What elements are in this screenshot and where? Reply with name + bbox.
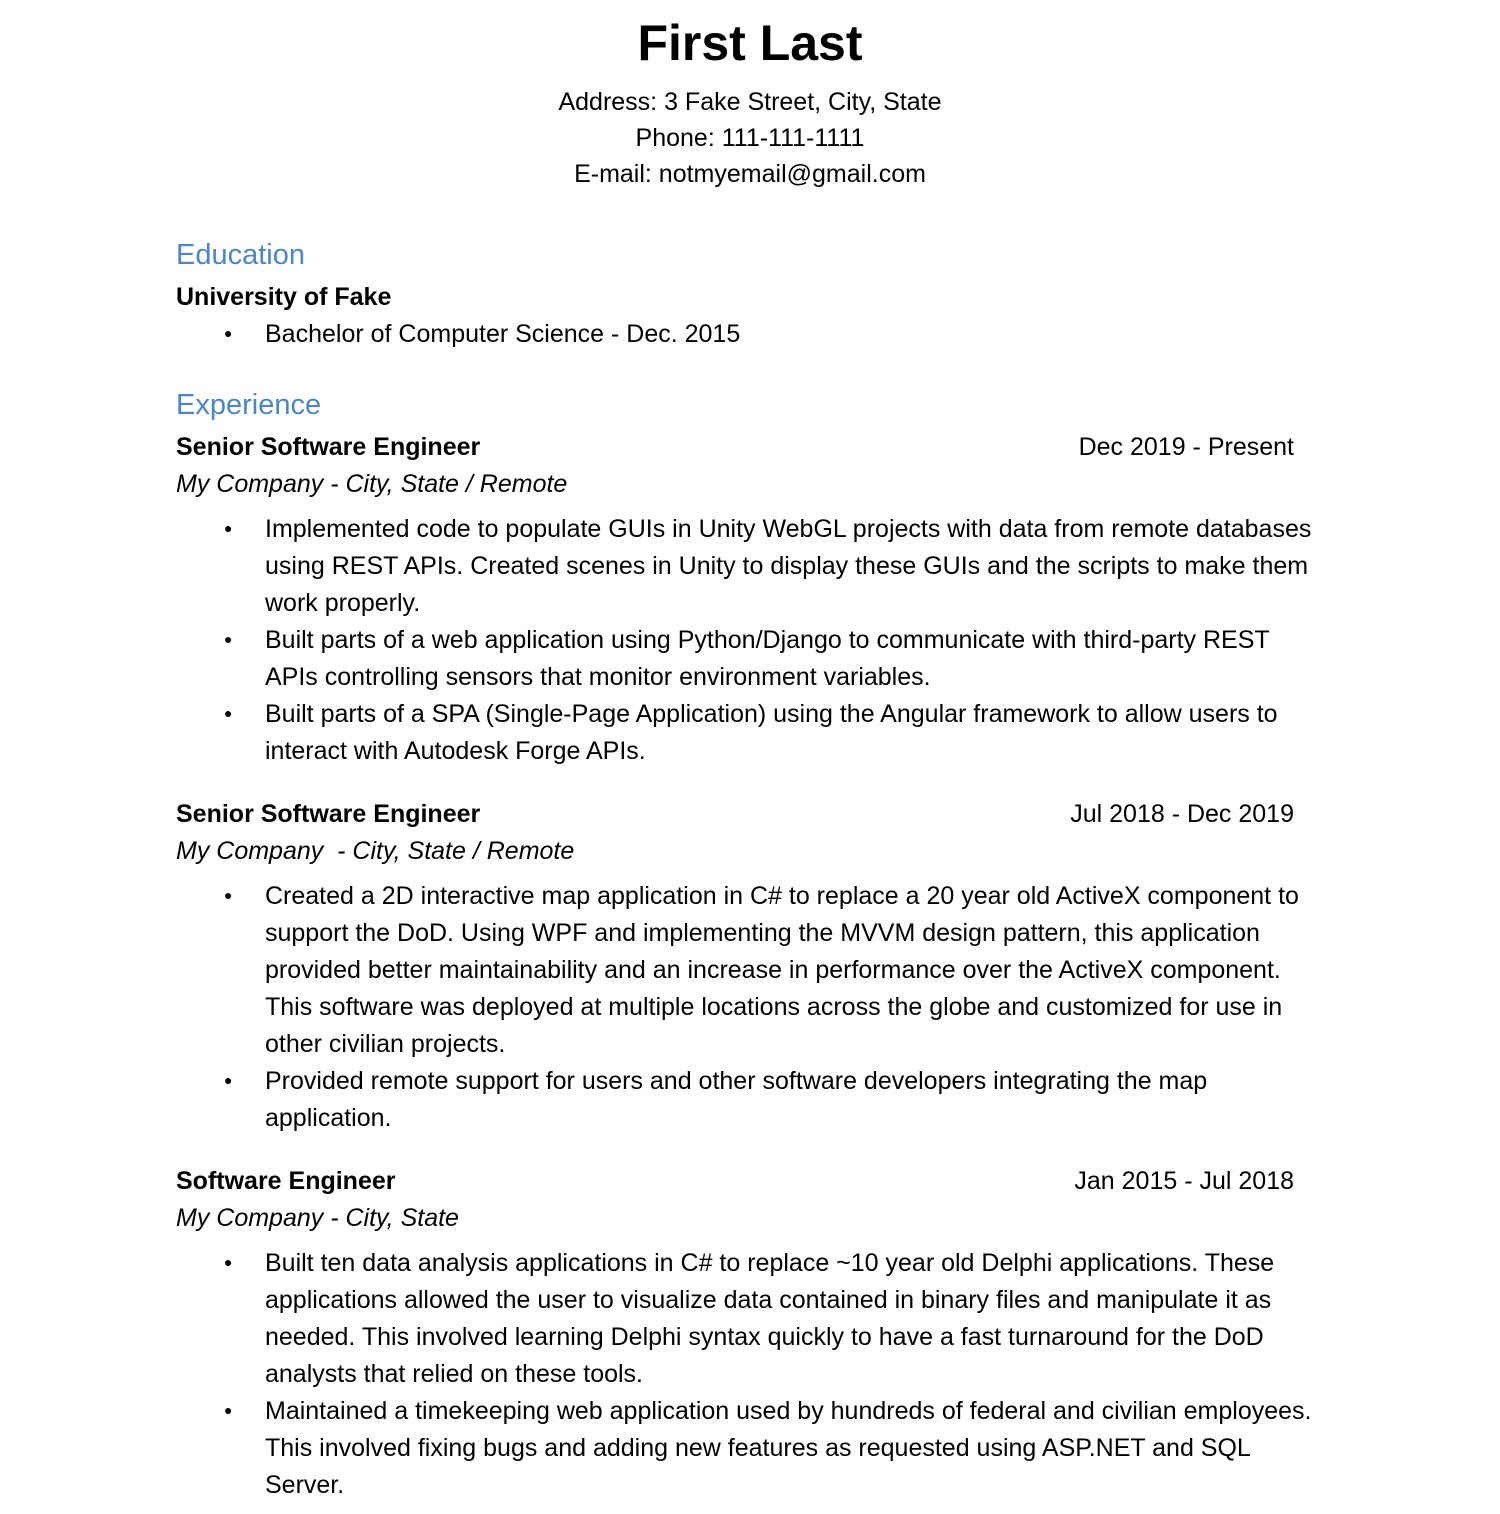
resume-name: First Last [637,15,863,71]
job-bullet-list [176,1245,1324,1504]
contact-address: Address: 3 Fake Street, City, State [558,88,942,116]
contact-phone: Phone: 111-111-1111 [635,124,865,152]
job-bullet-list [176,878,1324,1137]
job-bullet: ● Created a 2D interactive map application in C# to replace a 20 year old ActiveX component to support the DoD. Using WPF and implementing the MVVM design pattern, this application provided better maintainability and an increase in performance over the ActiveX component. This software was deployed at multiple locations across the globe and customized for use in other civilian projects. [176,878,1324,1063]
job-title: Senior Software Engineer [176,433,481,461]
job-company: My Company - City, State / Remote [176,837,575,865]
resume-body [176,237,1324,1504]
job-header [176,796,1324,833]
section-heading-experience: Experience [176,389,322,421]
job-bullet: ● Implemented code to populate GUIs in Unity WebGL projects with data from remote databases using REST APIs. Created scenes in Unity to display these GUIs and the scripts to make them work properly. [176,511,1324,622]
job-entry [176,796,1324,1137]
education-bullet-list [176,316,1324,353]
education-school: University of Fake [176,283,392,311]
contact-block [0,84,1500,192]
job-title: Senior Software Engineer [176,800,481,828]
job-dates: Dec 2019 - Present [1078,433,1294,461]
job-entry [176,429,1324,770]
section-heading-education: Education [176,239,305,271]
job-header [176,429,1324,466]
education-bullet: ● Bachelor of Computer Science - Dec. 2015 [176,316,1324,353]
job-bullet-list [176,511,1324,770]
job-bullet: ● Provided remote support for users and other software developers integrating the map application. [176,1063,1324,1137]
job-company: My Company - City, State / Remote [176,470,568,498]
resume-page [0,14,1500,1514]
job-title: Software Engineer [176,1167,396,1195]
job-dates: Jul 2018 - Dec 2019 [1070,800,1294,828]
job-entry [176,1163,1324,1504]
job-bullet: ● Built parts of a SPA (Single-Page Application) using the Angular framework to allow users to interact with Autodesk Forge APIs. [176,696,1324,770]
job-bullet: ● Built parts of a web application using Python/Django to communicate with third-party REST APIs controlling sensors that monitor environment variables. [176,622,1324,696]
job-bullet: ● Built ten data analysis applications in C# to replace ~10 year old Delphi applications. These applications allowed the user to visualize data contained in binary files and manipulate it as needed. This involved learning Delphi syntax quickly to have a fast turnaround for the DoD analysts that relied on these tools. [176,1245,1324,1393]
job-company: My Company - City, State [176,1204,459,1232]
job-dates: Jan 2015 - Jul 2018 [1074,1167,1294,1195]
job-bullet: ● Maintained a timekeeping web application used by hundreds of federal and civilian employees. This involved fixing bugs and adding new features as requested using ASP.NET and SQL Server. [176,1393,1324,1504]
contact-email: E-mail: notmyemail@gmail.com [574,160,926,188]
job-header [176,1163,1324,1200]
